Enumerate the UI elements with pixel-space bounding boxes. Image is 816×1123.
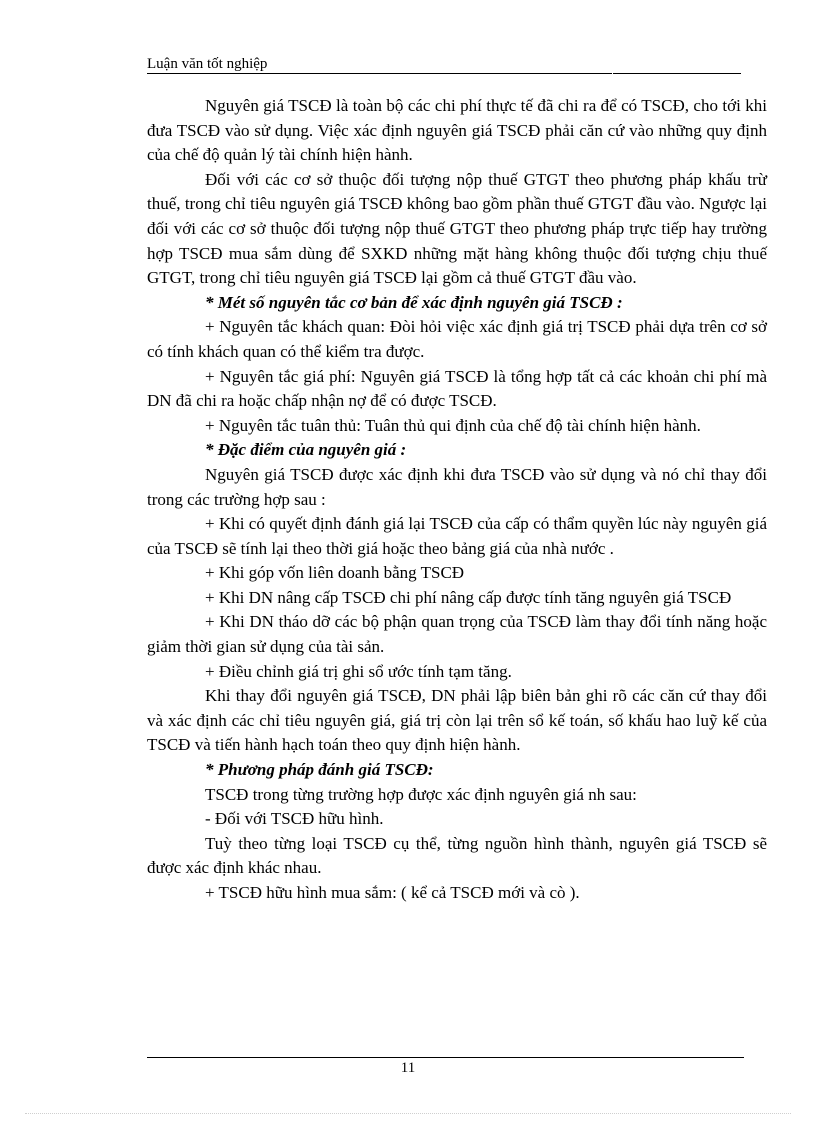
page-header: [147, 53, 742, 75]
header-rule-short: [613, 73, 741, 74]
paragraph-characteristics: Nguyên giá TSCĐ được xác định khi đưa TSCĐ vào sử dụng và nó chỉ thay đổi trong các trường hợp sau :: [147, 464, 767, 509]
list-item-dismantle: + Khi DN tháo dỡ các bộ phận quan trọng của TSCĐ làm thay đổi tính năng hoặc giảm thời gian sử dụng của tài sản.: [147, 612, 767, 657]
document-body: [147, 94, 767, 906]
paragraph-change-record: Khi thay đổi nguyên giá TSCĐ, DN phải lập biên bản ghi rõ các căn cứ thay đổi và xác định các chỉ tiêu nguyên giá, giá trị còn lại trên sổ kế toán, số khấu hao luỹ kế của TSCĐ và tiến hành hạch toán theo quy định hiện hành.: [147, 686, 767, 755]
header-rule: [147, 73, 612, 74]
list-item-cost: + Nguyên tắc giá phí: Nguyên giá TSCĐ là tổng hợp tất cả các khoản chi phí mà DN đã chi ra hoặc chấp nhận nợ để có được TSCĐ.: [147, 366, 767, 411]
paragraph-vat: Đối với các cơ sở thuộc đối tượng nộp thuế GTGT theo phương pháp khấu trừ thuế, trong chỉ tiêu nguyên giá TSCĐ không bao gồm phần thuế GTGT đầu vào. Ngược lại đối với các cơ sở thuộc đối tượng nộp thuế GTGT theo phương pháp trực tiếp hay trường hợp TSCĐ mua sắm dùng để SXKD những mặt hàng không thuộc đối tượng chịu thuế GTGT, trong chỉ tiêu nguyên giá TSCĐ lại gồm cả thuế GTGT đầu vào.: [147, 169, 767, 288]
section-heading-characteristics: * Đặc điểm của nguyên giá :: [205, 440, 407, 460]
list-item-tangible: - Đối với TSCĐ hữu hình.: [205, 809, 384, 829]
page-edge-dotted-line: [25, 1113, 791, 1114]
page-number: 11: [400, 1060, 416, 1076]
footer-rule: [147, 1057, 744, 1058]
paragraph-tangible-types: Tuỳ theo từng loại TSCĐ cụ thể, từng nguồn hình thành, nguyên giá TSCĐ sẽ được xác định khác nhau.: [147, 833, 767, 878]
list-item-joint-venture: + Khi góp vốn liên doanh bằng TSCĐ: [205, 563, 465, 583]
section-heading-principles: * Mét số nguyên tắc cơ bản để xác định nguyên giá TSCĐ :: [205, 292, 623, 312]
section-heading-methods: * Phương pháp đánh giá TSCĐ:: [205, 760, 434, 780]
list-item-objective: + Nguyên tắc khách quan: Đòi hỏi việc xác định giá trị TSCĐ phải dựa trên cơ sở có tính khách quan có thể kiểm tra được.: [147, 317, 767, 361]
paragraph-methods-intro: TSCĐ trong từng trường hợp được xác định nguyên giá nh sau:: [205, 784, 637, 804]
paragraph-definition: Nguyên giá TSCĐ là toàn bộ các chi phí thực tế đã chi ra để có TSCĐ, cho tới khi đưa TSCĐ vào sử dụng. Việc xác định nguyên giá TSCĐ phải căn cứ vào những quy định của chế độ quản lý tài chính hiện hành.: [147, 96, 767, 165]
list-item-revaluation: + Khi có quyết định đánh giá lại TSCĐ của cấp có thẩm quyền lúc này nguyên giá của TSCĐ sẽ tính lại theo thời giá hoặc theo bảng giá của nhà nước .: [147, 514, 767, 558]
header-title: Luận văn tốt nghiệp: [147, 56, 268, 72]
list-item-purchased: + TSCĐ hữu hình mua sắm: ( kể cả TSCĐ mới và cò ).: [205, 883, 580, 902]
list-item-adjustment: + Điều chỉnh giá trị ghi sổ ước tính tạm tăng.: [205, 661, 512, 681]
list-item-upgrade: + Khi DN nâng cấp TSCĐ chi phí nâng cấp được tính tăng nguyên giá TSCĐ: [205, 587, 732, 607]
list-item-compliance: + Nguyên tắc tuân thủ: Tuân thủ qui định của chế độ tài chính hiện hành.: [205, 415, 701, 435]
